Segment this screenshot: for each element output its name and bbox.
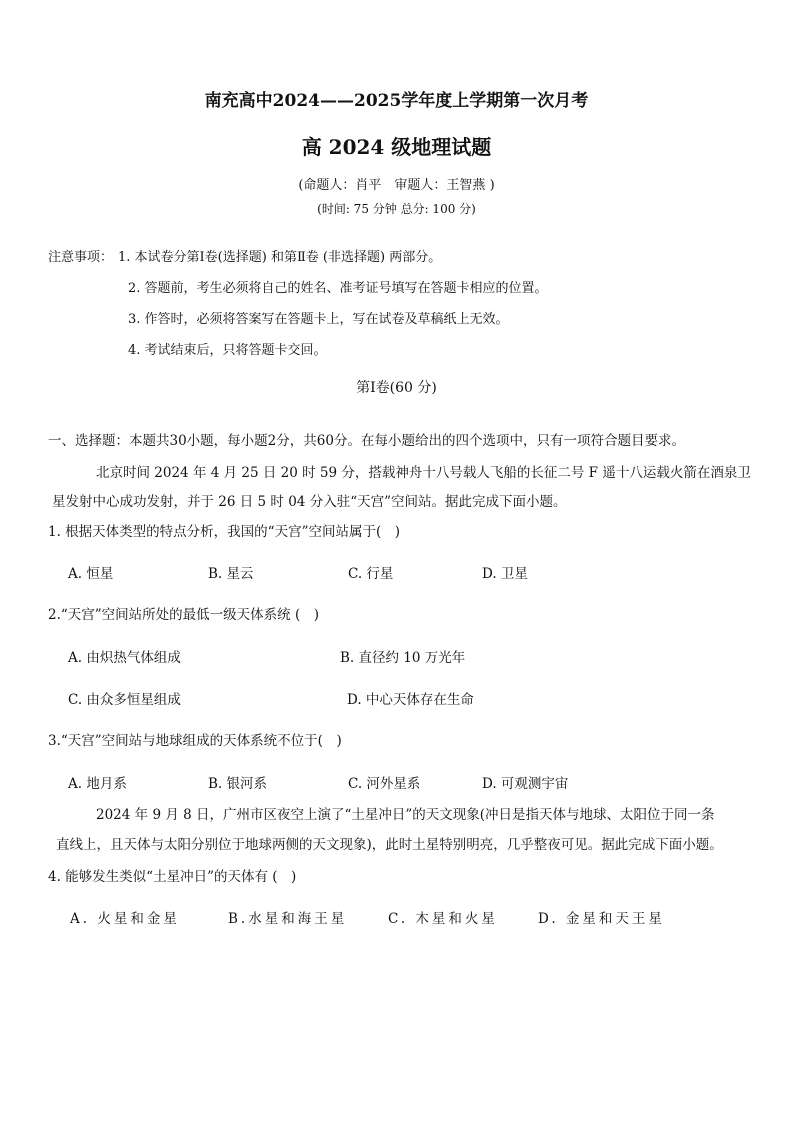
exam-school-title: 南充高中2024——2025学年度上学期第一次月考: [204, 91, 589, 111]
option-b: B. 星云: [208, 566, 254, 582]
option-d: D. 可观测宇宙: [482, 776, 569, 792]
passage-line: 直线上，且天体与太阳分别位于地球两侧的天文现象)，此时土星特别明亮，几乎整夜可见。据此完成下面小题。: [56, 837, 723, 853]
option-a: A. 恒星: [68, 566, 114, 582]
section-title: 第Ⅰ卷(60 分): [356, 380, 437, 396]
option-c: C. 行星: [348, 566, 394, 582]
notice-item: 1. 本试卷分第Ⅰ卷(选择题) 和第Ⅱ卷 (非选择题) 两部分。: [118, 250, 442, 265]
notice-label: 注意事项：: [48, 250, 114, 265]
passage-line: 星发射中心成功发射，并于 26 日 5 时 04 分入驻“天宫”空间站。据此完成下面小题。: [52, 494, 567, 510]
option-c: C. 由众多恒星组成: [68, 692, 181, 708]
notice-item: 3. 作答时，必须将答案写在答题卡上，写在试卷及草稿纸上无效。: [128, 312, 509, 327]
option-a: A. 由炽热气体组成: [68, 650, 181, 666]
exam-time-info: (时间: 75 分钟 总分: 100 分): [317, 202, 476, 216]
option-b: B. 银河系: [208, 776, 268, 792]
passage-line: 2024 年 9 月 8 日，广州市区夜空上演了“土星冲日”的天文现象(冲日是指天体与地球、太阳位于同一条: [96, 807, 715, 823]
option-d: D. 金星和天王星: [538, 911, 665, 927]
section-instruction: 一、选择题：本题共30小题，每小题2分，共60分。在每小题给出的四个选项中，只有一项符合题目要求。: [48, 433, 685, 449]
option-a: A. 地月系: [68, 776, 127, 792]
option-b: B. 直径约 10 万光年: [340, 650, 466, 666]
option-c: C. 河外星系: [348, 776, 421, 792]
option-d: D. 中心天体存在生命: [347, 692, 474, 708]
passage-line: 北京时间 2024 年 4 月 25 日 20 时 59 分，搭载神舟十八号载人飞船的长征二号 F 遥十八运载火箭在酒泉卫: [96, 465, 751, 481]
option-d: D. 卫星: [482, 566, 528, 582]
question-stem: 1. 根据天体类型的特点分析，我国的“天宫”空间站属于( ): [48, 524, 401, 540]
question-stem: 3.“天宫”空间站与地球组成的天体系统不位于( ): [48, 733, 342, 749]
question-stem: 2.“天宫”空间站所处的最低一级天体系统 ( ): [48, 607, 320, 623]
option-c: C. 木星和火星: [388, 911, 498, 927]
option-a: A. 火星和金星: [70, 911, 180, 927]
question-stem: 4. 能够发生类似“土星冲日”的天体有 ( ): [48, 869, 297, 885]
exam-subject-title: 高 2024 级地理试题: [301, 135, 492, 159]
option-b: B.水星和海王星: [228, 911, 348, 927]
exam-authors: (命题人：肖平 审题人：王智燕 ): [298, 178, 495, 193]
notice-item: 4. 考试结束后，只将答题卡交回。: [128, 343, 327, 358]
notice-item: 2. 答题前，考生必须将自己的姓名、准考证号填写在答题卡相应的位置。: [128, 281, 548, 296]
